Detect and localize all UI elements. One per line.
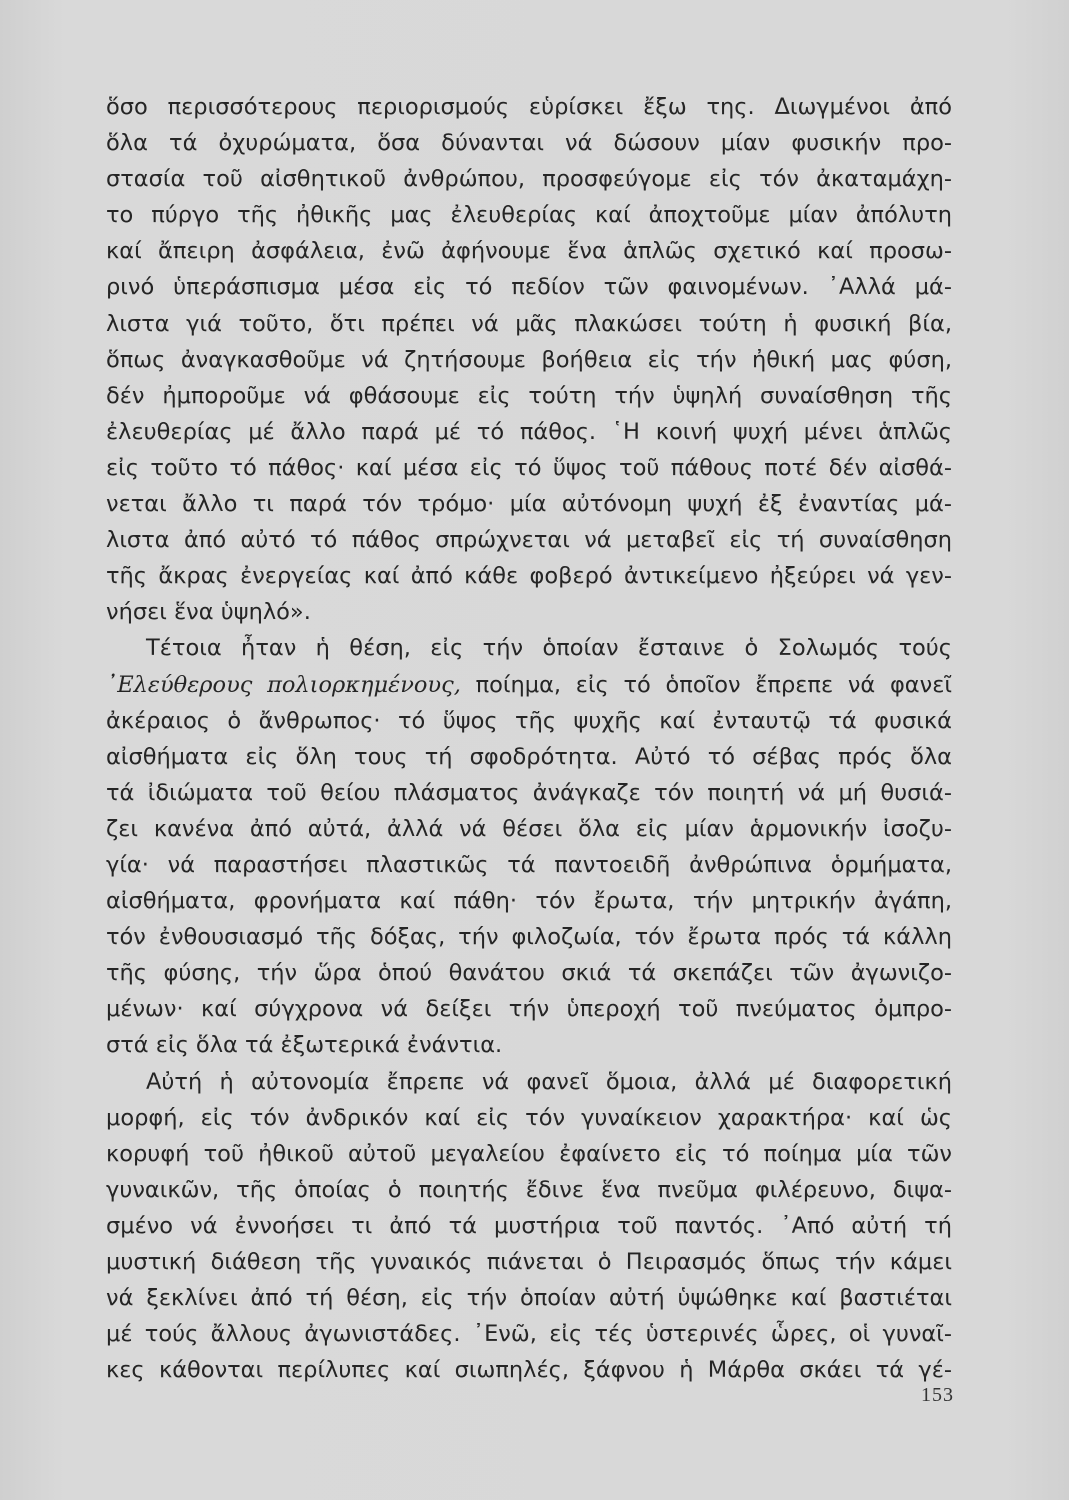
text-line: τά ἰδιώματα τοῦ θείου πλάσματος ἀνάγκαζε τόν ποιητή νά μή θυσιά- <box>106 779 952 806</box>
text-line: το πύργο τῆς ἠθικῆς μας ἐλευθερίας καί ἀποχτοῦμε μίαν ἀπόλυτη <box>106 202 952 229</box>
text-line: σμένο νά ἐννοήσει τι ἀπό τά μυστήρια τοῦ παντός. ᾿Από αὐτή τή <box>106 1212 952 1239</box>
text-line-remainder: ποίημα, εἰς τό ὁποῖον ἔπρεπε νά φανεῖ <box>460 671 952 698</box>
paragraph-start-line: Αὐτή ἡ αὐτονομία ἔπρεπε νά φανεῖ ὅμοια, ἀλλά μέ διαφορετική <box>146 1068 952 1095</box>
text-line: νά ξεκλίνει ἀπό τή θέση, εἰς τήν ὁποίαν αὐτή ὑψώθηκε καί βαστιέται <box>106 1285 952 1312</box>
body-text <box>106 89 952 1388</box>
poem-title: ᾿Ελεύθερους πολιορκημένους, <box>106 671 461 698</box>
text-line: εἰς τοῦτο τό πάθος· καί μέσα εἰς τό ὕψος τοῦ πάθους ποτέ δέν αἰσθά- <box>106 454 952 481</box>
text-line: ἀκέραιος ὁ ἄνθρωπος· τό ὕψος τῆς ψυχῆς καί ἐνταυτῷ τά φυσικά <box>106 707 952 734</box>
page-number: 153 <box>921 1384 954 1406</box>
text-line: αἰσθήματα, φρονήματα καί πάθη· τόν ἔρωτα, τήν μητρικήν ἀγάπη, <box>106 888 952 915</box>
text-line: γυναικῶν, τῆς ὁποίας ὁ ποιητής ἔδινε ἕνα πνεῦμα φιλέρευνο, διψα- <box>106 1176 952 1203</box>
text-line: κες κάθονται περίλυπες καί σιωπηλές, ξάφνου ἡ Μάρθα σκάει τά γέ- <box>106 1357 952 1384</box>
text-line: ζει κανένα ἀπό αὐτά, ἀλλά νά θέσει ὅλα εἰς μίαν ἁρμονικήν ἰσοζυ- <box>106 815 952 842</box>
text-line: μένων· καί σύγχρονα νά δείξει τήν ὑπεροχή τοῦ πνεύματος ὀμπρο- <box>106 996 952 1023</box>
text-line: κορυφή τοῦ ἠθικοῦ αὐτοῦ μεγαλείου ἐφαίνετο εἰς τό ποίημα μία τῶν <box>106 1140 952 1167</box>
text-line: στασία τοῦ αἰσθητικοῦ ἀνθρώπου, προσφεύγομε εἰς τόν ἀκαταμάχη- <box>106 166 952 193</box>
text-line: νήσει ἕνα ὑψηλό». <box>106 599 311 626</box>
text-line: δέν ἠμποροῦμε νά φθάσουμε εἰς τούτη τήν ὑψηλή συναίσθηση τῆς <box>106 382 952 409</box>
text-line: ὅσο περισσότερους περιορισμούς εὑρίσκει ἔξω της. Διωγμένοι ἀπό <box>106 94 952 120</box>
paragraph-start-line: Τέτοια ἦταν ἡ θέση, εἰς τήν ὁποίαν ἔσταινε ὁ Σολωμός τούς <box>146 635 952 662</box>
text-line: μέ τούς ἄλλους ἀγωνιστάδες. ᾿Ενῶ, εἰς τές ὑστερινές ὧρες, οἱ γυναῖ- <box>106 1321 952 1348</box>
text-line: λιστα ἀπό αὐτό τό πάθος σπρώχνεται νά μεταβεῖ εἰς τή συναίσθηση <box>106 527 952 554</box>
text-line: μορφή, εἰς τόν ἀνδρικόν καί εἰς τόν γυναίκειον χαρακτήρα· καί ὡς <box>106 1104 952 1131</box>
text-line: λιστα γιά τοῦτο, ὅτι πρέπει νά μᾶς πλακώσει τούτη ἡ φυσική βία, <box>106 310 952 337</box>
text-line: στά εἰς ὅλα τά ἐξωτερικά ἐνάντια. <box>106 1032 503 1059</box>
text-line: τῆς ἄκρας ἐνεργείας καί ἀπό κάθε φοβερό ἀντικείμενο ἠξεύρει νά γεν- <box>106 563 952 590</box>
text-line: ὅλα τά ὀχυρώματα, ὅσα δύνανται νά δώσουν μίαν φυσικήν προ- <box>106 130 952 157</box>
text-line: ρινό ὑπεράσπισμα μέσα εἰς τό πεδίον τῶν φαινομένων. ᾿Αλλά μά- <box>106 274 952 301</box>
text-line: τόν ἐνθουσιασμό τῆς δόξας, τήν φιλοζωία, τόν ἔρωτα πρός τά κάλλη <box>106 924 952 951</box>
text-line: καί ἄπειρη ἀσφάλεια, ἐνῶ ἀφήνουμε ἕνα ἁπλῶς σχετικό καί προσω- <box>106 238 952 265</box>
text-line: τῆς φύσης, τήν ὥρα ὁπού θανάτου σκιά τά σκεπάζει τῶν ἀγωνιζο- <box>106 960 952 987</box>
text-line: ἐλευθερίας μέ ἄλλο παρά μέ τό πάθος. ῾Η κοινή ψυχή μένει ἁπλῶς <box>106 418 952 445</box>
text-line: μυστική διάθεση τῆς γυναικός πιάνεται ὁ Πειρασμός ὅπως τήν κάμει <box>106 1249 952 1275</box>
text-line: γία· νά παραστήσει πλαστικῶς τά παντοειδῆ ἀνθρώπινα ὁρμήματα, <box>106 851 952 878</box>
text-line: ὅπως ἀναγκασθοῦμε νά ζητήσουμε βοήθεια εἰς τήν ἠθική μας φύση, <box>106 346 952 373</box>
text-line: αἰσθήματα εἰς ὅλη τους τή σφοδρότητα. Αὐτό τό σέβας πρός ὅλα <box>106 743 952 770</box>
text-line-with-title <box>106 667 952 703</box>
text-line: νεται ἄλλο τι παρά τόν τρόμο· μία αὐτόνομη ψυχή ἐξ ἐναντίας μά- <box>106 491 952 518</box>
